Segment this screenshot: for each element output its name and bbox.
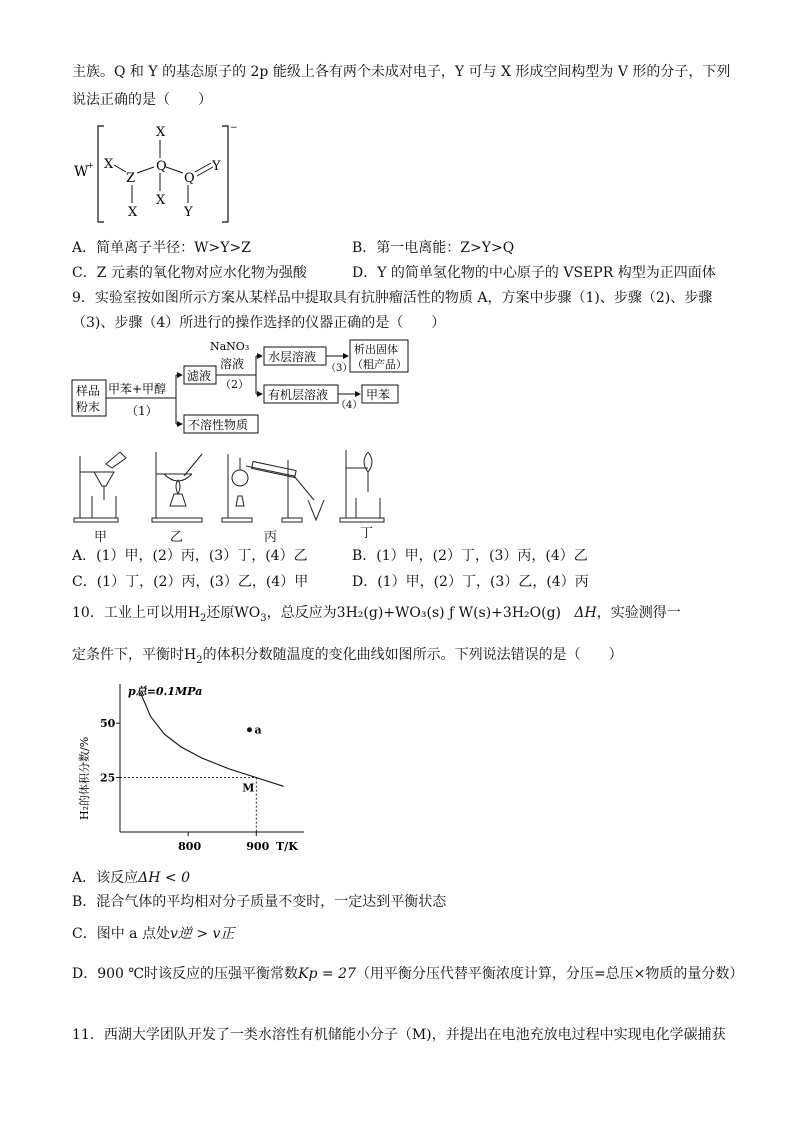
- q10-option-b: B．混合气体的平均相对分子质量不变时，一定达到平衡状态: [72, 894, 447, 910]
- insoluble-label: 不溶性物质: [188, 418, 249, 432]
- q8-option-a: A．简单离子半径：W>Y>Z: [72, 240, 251, 256]
- double-bond: [197, 167, 213, 176]
- q10-option-a-expr: ΔH < 0: [138, 870, 190, 886]
- atom-y-below: Y: [184, 205, 193, 220]
- q8-stem-line1: 主族。Q 和 Y 的基态原子的 2p 能级上各有两个未成对电子，Y 可与 X 形成空间构型为 V 形的分子，下列: [72, 64, 731, 80]
- bond: [166, 167, 183, 173]
- double-bond: [195, 163, 211, 172]
- q9-flow-svg: [70, 338, 410, 438]
- apparatus-evaporation: [152, 452, 202, 522]
- q10-option-d-suffix: （用平衡分压代替平衡浓度计算，分压=总压×物质的量分数）: [355, 966, 744, 982]
- atom-q-center: Q: [156, 159, 167, 174]
- reagent1: 甲苯+甲醇: [108, 382, 167, 396]
- structure-cation-charge: +: [87, 161, 94, 170]
- sample-label-1: 样品: [76, 384, 101, 398]
- q8-option-d: D．Y 的简单氢化物的中心原子的 VSEPR 构型为正四面体: [352, 265, 716, 281]
- toluene-label: 甲苯: [366, 388, 391, 402]
- q10-wo3: WO: [234, 605, 261, 621]
- atom-y-double: Y: [212, 159, 221, 174]
- apparatus-label-ding: 丁: [360, 526, 374, 541]
- q8-option-b: B．第一电离能：Z>Y>Q: [352, 240, 515, 256]
- q10-text: ，总反应为: [266, 605, 337, 621]
- atom-x-below-q: X: [156, 193, 166, 208]
- apparatus-filtration: [74, 452, 126, 522]
- q10-chart: [72, 678, 322, 862]
- chart-x-label: T/K: [276, 840, 298, 853]
- point-m-label: M: [242, 781, 255, 795]
- y-tick-label: 25: [100, 771, 116, 785]
- bond: [137, 167, 154, 173]
- q10-text: 还原: [206, 605, 235, 621]
- x-tick-label: 900: [246, 840, 270, 853]
- q9-flow-diagram: [70, 338, 410, 442]
- y-tick-label: 50: [100, 717, 116, 731]
- step4: （4）: [336, 400, 363, 411]
- q9-option-c: C．(1）丁，(2）丙，(3）乙，(4）甲: [72, 574, 309, 590]
- chart-y-label: H₂的体积分数/%: [78, 736, 91, 820]
- reagent2-2: 溶液: [220, 357, 245, 371]
- point-a-label: a: [254, 723, 262, 737]
- q10-stem-line1: [72, 603, 681, 629]
- right-bracket: [222, 126, 228, 222]
- q10-number: 10．: [72, 605, 104, 621]
- bond: [114, 165, 126, 172]
- q10-text: 定条件下，平衡时: [72, 647, 184, 663]
- q10-option-a-text: A．该反应: [72, 870, 139, 886]
- q10-h2-sub: 2: [200, 612, 207, 624]
- apparatus-label-yi: 乙: [170, 530, 184, 545]
- q10-text: ，实验测得一: [596, 605, 681, 621]
- q10-h2: H: [187, 605, 201, 621]
- chart-title: p总=0.1MPa: [128, 685, 203, 698]
- q10-chart-svg: [72, 678, 322, 858]
- apparatus-label-bing: 丙: [264, 530, 278, 545]
- q10-text: 的体积分数随温度的变化曲线如图所示。下列说法错误的是（ ）: [202, 647, 623, 663]
- q10-option-c: [72, 924, 234, 944]
- q10-option-d: [72, 964, 743, 984]
- q10-option-d-text: D．900 ℃时该反应的压强平衡常数: [72, 966, 299, 982]
- q8-structure-svg: [70, 118, 260, 228]
- q10-option-d-expr: Kp = 27: [298, 966, 356, 982]
- series-line: [140, 693, 283, 787]
- solid-label-2: （粗产品）: [352, 358, 407, 371]
- q10-text: 工业上可以用: [103, 605, 188, 621]
- atom-x-below-z: X: [128, 205, 138, 220]
- structure-anion-charge: −: [230, 123, 238, 133]
- atom-q-right: Q: [184, 171, 195, 186]
- aqueous-label: 水层溶液: [268, 350, 317, 364]
- q10-delta-h: ΔH: [574, 605, 597, 621]
- q9-option-a: A．(1）甲，(2）丙，(3）丁，(4）乙: [72, 548, 308, 564]
- q8-option-c: C．Z 元素的氧化物对应水化物为强酸: [72, 265, 307, 281]
- sample-label-2: 粉末: [76, 400, 101, 414]
- apparatus-label-jia: 甲: [94, 530, 108, 545]
- q10-equation: 3H₂(g)+WO₃(s) ƒ W(s)+3H₂O(g): [336, 605, 562, 621]
- q10-stem-line2: [72, 645, 623, 671]
- q11-stem-line1: 11．西湖大学团队开发了一类水溶性有机储能小分子（M)，并提出在电池充放电过程中实现电化学碳捕获: [72, 1027, 726, 1043]
- q10-wo3-sub: 3: [260, 612, 267, 624]
- atom-z: Z: [126, 171, 136, 186]
- step2: （2）: [220, 378, 249, 391]
- q9-option-b: B．(1）甲，(2）丁，(3）丙，(4）乙: [352, 548, 588, 564]
- atom-x-top: X: [156, 125, 166, 140]
- solid-label-1: 析出固体: [354, 343, 398, 356]
- apparatus-distillation: [222, 454, 324, 522]
- x-tick-label: 800: [178, 840, 202, 853]
- q10-option-c-expr: v逆 > v正: [169, 926, 235, 942]
- atom-x-left: X: [104, 157, 114, 172]
- reagent2-1: NaNO₃: [210, 340, 250, 353]
- q9-option-d: D．(1）甲，(2）丁，(3）乙，(4）丙: [352, 574, 589, 590]
- q8-structure-figure: [70, 118, 260, 232]
- structure-cation: W: [74, 164, 89, 180]
- q10-option-a: [72, 868, 190, 888]
- q10-h2: H: [184, 647, 197, 663]
- apparatus-separatory-funnel: [340, 450, 384, 522]
- step3: （3）: [326, 363, 353, 374]
- step1: （1）: [126, 404, 158, 418]
- organic-label: 有机层溶液: [268, 388, 329, 402]
- q10-h2-sub: 2: [196, 654, 203, 666]
- q9-apparatus: [72, 444, 392, 546]
- q9-apparatus-svg: [72, 444, 392, 542]
- point-a: [247, 727, 252, 732]
- left-bracket: [98, 126, 104, 222]
- filtrate-label: 滤液: [187, 369, 212, 383]
- q8-stem-line2: 说法正确的是（ ）: [72, 92, 212, 108]
- q10-option-c-text: C．图中 a 点处: [72, 926, 170, 942]
- q9-stem-line1: 9．实验室按如图所示方案从某样品中提取具有抗肿瘤活性的物质 A，方案中步骤（1)、步骤（2)、步骤: [72, 290, 713, 306]
- q9-stem-line2: （3)、步骤（4）所进行的操作选择的仪器正确的是（ ）: [72, 315, 446, 331]
